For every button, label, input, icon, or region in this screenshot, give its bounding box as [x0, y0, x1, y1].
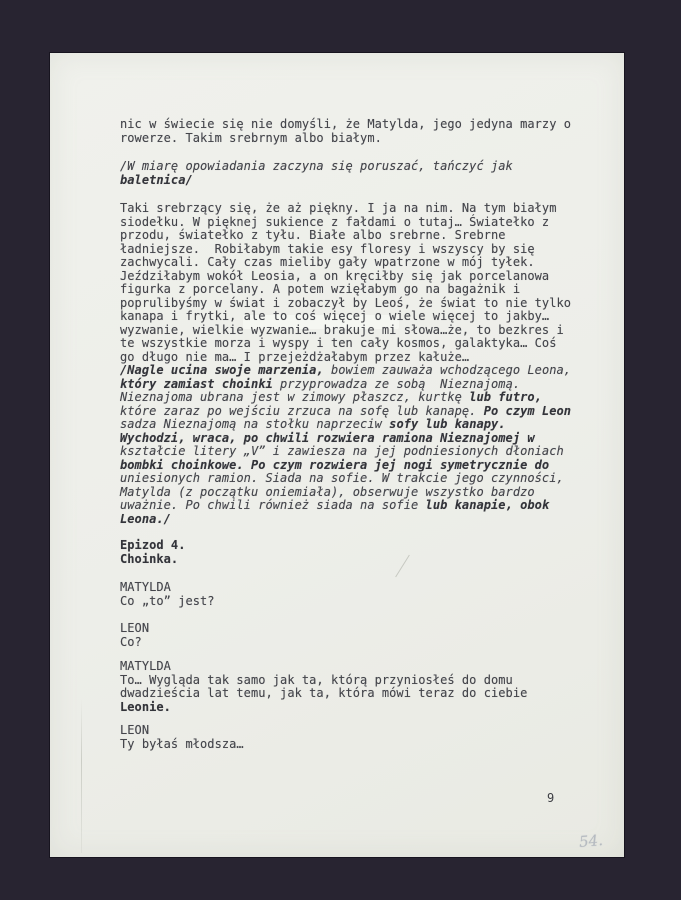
narration-continued	[120, 118, 571, 145]
script-line	[120, 118, 571, 132]
script-line	[120, 174, 513, 188]
script-line	[120, 513, 571, 527]
text-segment: Taki srebrzący się, że aż piękny. I ja na nim. Na tym białym	[120, 201, 557, 215]
script-line	[120, 701, 527, 715]
episode-heading	[120, 539, 185, 566]
text-segment: które zaraz po wejściu zrzuca na sofę lub kanapę.	[120, 403, 484, 418]
text-segment: sadza Nieznajomą na stołku naprzeciw	[120, 417, 390, 431]
text-segment: siodełku. W pięknej sukience z fałdami o tutaj… Światełko z	[120, 214, 550, 229]
script-line	[120, 283, 571, 297]
script-line	[120, 132, 571, 146]
script-line	[120, 472, 571, 486]
text-segment: kanapa i frytki, ale to coś więcej o wiele więcej to jakby…	[120, 309, 550, 323]
text-segment: uniesionych ramion. Siada na sofie. W trakcie jego czynności,	[120, 471, 564, 485]
text-segment: przyprowadza ze sobą Nieznajomą.	[272, 376, 521, 391]
text-segment: Co?	[120, 634, 142, 649]
script-line	[120, 581, 215, 595]
dialogue-matylda-1	[120, 581, 215, 608]
script-line	[120, 418, 571, 432]
emphasized-text: baletnica/	[120, 172, 193, 187]
script-line	[120, 459, 571, 473]
script-line	[120, 622, 149, 636]
text-segment: bowiem zauważa wchodzącego Leona,	[323, 363, 572, 377]
dialogue-leon-1	[120, 622, 149, 649]
script-line	[120, 660, 527, 674]
script-line	[120, 337, 571, 351]
script-line	[120, 445, 571, 459]
text-segment: dwadzieścia lat temu, jak ta, która mówi teraz do ciebie	[120, 686, 528, 700]
page-number: 9	[547, 791, 555, 805]
text-segment: LEON	[120, 621, 150, 635]
script-line	[120, 391, 571, 405]
emphasized-text: który zamiast choinki	[120, 376, 273, 391]
emphasized-text: Epizod 4.	[120, 538, 186, 552]
script-line	[120, 486, 571, 500]
script-line	[120, 499, 571, 513]
text-segment: go długo nie ma… I przejeżdżałabym przez kałuże…	[120, 349, 470, 364]
text-segment: Jeździłabym wokół Leosia, a on kręciłby się jak porcelanowa	[120, 268, 550, 283]
paper-crease	[81, 698, 82, 853]
handwritten-pencil-number: 54.	[578, 830, 604, 852]
script-line	[120, 202, 571, 216]
text-segment: zachwycali. Cały czas mieliby gały wpatrzone w mój tyłek.	[120, 255, 535, 269]
script-line	[120, 243, 571, 257]
script-line	[120, 674, 527, 688]
text-segment: Co „to” jest?	[120, 593, 215, 608]
script-line	[120, 553, 185, 567]
text-segment: /W miarę opowiadania zaczyna się poruszać, tańczyć jak	[120, 159, 513, 173]
script-line	[120, 539, 185, 553]
script-line	[120, 724, 244, 738]
emphasized-text: Po czym Leon	[483, 403, 572, 418]
matylda-monologue	[120, 202, 571, 364]
emphasized-text: sofy lub kanapy.	[389, 417, 506, 431]
emphasized-text: Leona./	[120, 511, 171, 526]
script-line	[120, 351, 571, 365]
script-line	[120, 270, 571, 284]
text-segment: wyzwanie, wielkie wyzwanie… brakuje mi słowa…że, to bezkres i	[120, 322, 564, 337]
text-segment: kształcie litery „V” i zawiesza na jej podniesionych dłoniach	[120, 444, 564, 458]
script-line	[120, 256, 571, 270]
script-line	[120, 378, 571, 392]
text-segment: To… Wygląda tak samo jak ta, którą przyniosłeś do domu	[120, 672, 513, 687]
script-line	[120, 297, 571, 311]
script-line	[120, 324, 571, 338]
text-segment: MATYLDA	[120, 659, 171, 673]
typewritten-text	[120, 53, 600, 857]
text-segment: Nieznajoma ubrana jest w zimowy płaszcz, kurtkę	[120, 390, 470, 404]
script-page	[50, 53, 624, 857]
script-line	[120, 160, 513, 174]
script-line	[120, 738, 244, 752]
script-line	[120, 405, 571, 419]
emphasized-text: Choinka.	[120, 551, 179, 566]
emphasized-text: lub kanapie, obok	[425, 498, 550, 512]
text-segment: rowerze. Takim srebrnym albo białym.	[120, 130, 382, 145]
script-line	[120, 595, 215, 609]
script-line	[120, 216, 571, 230]
text-segment: LEON	[120, 723, 150, 737]
stage-direction-dance	[120, 160, 513, 187]
script-line	[120, 310, 571, 324]
script-line	[120, 432, 571, 446]
text-segment: ładniejsze. Robiłabym takie esy floresy i wszyscy by się	[120, 241, 535, 256]
text-segment: przodu, światełko z tyłu. Białe albo srebrne. Srebrne	[120, 228, 506, 242]
text-segment: figurka z porcelany. A potem wzięłabym go na bagażnik i	[120, 282, 521, 296]
text-segment: poprulibyśmy w świat i zobaczył by Leoś, że świat to nie tylko	[120, 295, 572, 310]
script-line	[120, 636, 149, 650]
text-segment: Ty byłaś młodsza…	[120, 736, 244, 751]
text-segment: Matylda (z początku oniemiała), obserwuje wszystko bardzo	[120, 484, 535, 499]
emphasized-text: bombki choinkowe. Po czym rozwiera jej nogi symetrycznie do	[120, 457, 550, 472]
script-line	[120, 229, 571, 243]
script-line	[120, 364, 571, 378]
emphasized-text: /Nagle ucina swoje marzenia,	[120, 363, 324, 377]
script-line	[120, 687, 527, 701]
emphasized-text: lub futro,	[469, 390, 542, 404]
emphasized-text: Wychodzi, wraca, po chwili rozwiera ramiona Nieznajomej w	[120, 430, 535, 445]
text-segment: te wszystkie morza i wyspy i ten cały kosmos, galaktyka… Coś	[120, 336, 557, 350]
text-segment: uważnie. Po chwili również siada na sofie	[120, 498, 426, 512]
text-segment: nic w świecie się nie domyśli, że Matylda, jego jedyna marzy o	[120, 117, 572, 131]
dialogue-leon-2	[120, 724, 244, 751]
dialogue-matylda-2	[120, 660, 527, 714]
emphasized-text: Leonie.	[120, 699, 171, 714]
text-segment: MATYLDA	[120, 580, 171, 594]
stage-direction-leon-stranger	[120, 364, 571, 526]
